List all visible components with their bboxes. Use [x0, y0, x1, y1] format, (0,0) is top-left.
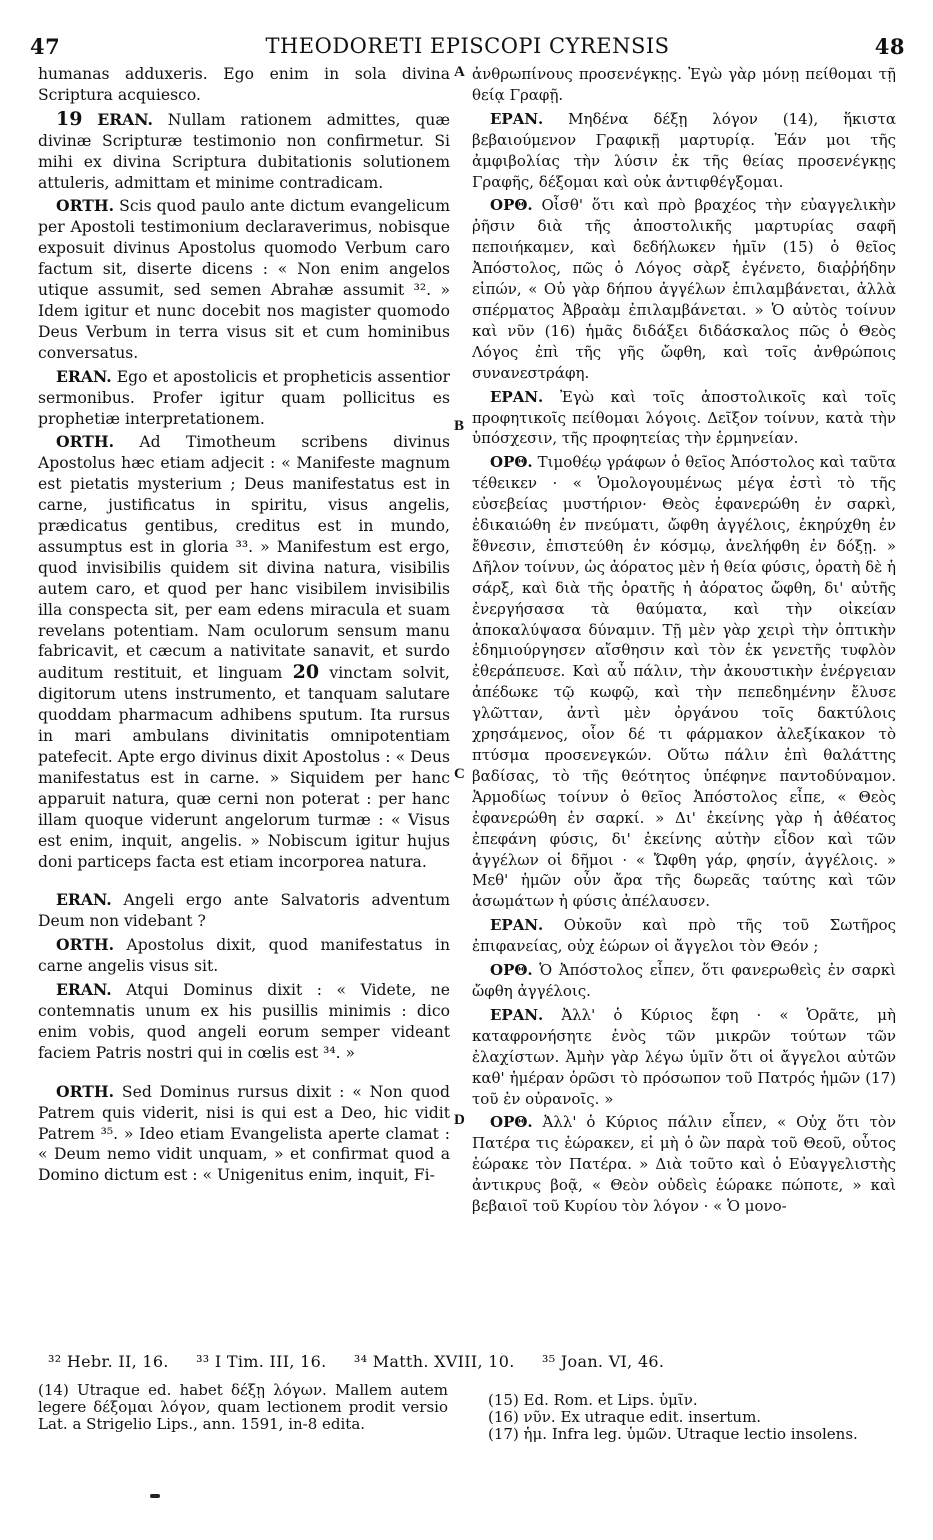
latin-paragraph-5a-text: Ad Timotheum scribens divinus Apostolus hæc etiam adjecit : « Manifeste magnum est pietatis mysterium ; Deus manifestatus est in carne, justificatus in spiritu, visus angelis, prædicatus gentibus, creditus est in mundo, assumptus est in gloria ³³. » Manifestum est ergo, quod invisibilis quidem sit divina natura, visibilis autem caro, et quod per hanc visibilem invisibilis illa conspecta sit, per eam edens miracula et suam revelans potentiam. Nam oculorum sensum manu fabricavit, et cæcum a nativitate sanavit, et surdo auditum restituit, et linguam [38, 433, 450, 683]
section-number-19: 19 [56, 107, 83, 130]
latin-paragraph-6 [38, 890, 450, 932]
margin-marker-b: B [454, 418, 465, 434]
ink-smudge [150, 1494, 160, 1498]
latin-paragraph-6-text: Angeli ergo ante Salvatoris adventum Deum non videbant ? [38, 891, 450, 931]
footnote-14: (14) Utraque ed. habet δέξῃ λόγων. Mallem autem legere δέξομαι λόγον, quam lectionem prodit versio Lat. a Strigelio Lips., ann. 1591, in-8 edita. [38, 1381, 448, 1433]
greek-paragraph-1: ἀνθρωπίνους προσενέγκῃς. Ἐγὼ γὰρ μόνῃ πείθομαι τῇ θείᾳ Γραφῇ. [472, 65, 896, 104]
latin-paragraph-2-text: Nullam rationem admittes, quæ divinæ Scripturæ testimonio non confirmetur. Si mihi ex divina Scriptura dubitationis solutionem attuleris, admittam et minime contradicam. [38, 110, 450, 192]
greek-paragraph-4-text: Ἐγὼ καὶ τοῖς ἀποστολικοῖς καὶ τοῖς προφητικοῖς πείθομαι λόγοις. Δεῖξον τοίνυν, κατὰ τὴν ὑπόσχεσιν, τῆς προφητείας τὴν ἑρμηνείαν. [472, 387, 896, 448]
footnote-15: (15) Ed. Rom. et Lips. ὑμῖν. [488, 1391, 698, 1409]
speaker-label: ΟΡΘ. [490, 196, 533, 215]
latin-paragraph-8 [38, 980, 450, 1064]
margin-marker-a: A [454, 64, 465, 80]
speaker-label: ORTH. [56, 1081, 115, 1101]
page-header [30, 34, 905, 68]
latin-paragraph-1: humanas adduxeris. Ego enim in sola divina Scriptura acquiesco. [38, 65, 450, 104]
latin-paragraph-9-text: Sed Dominus rursus dixit : « Non quod Patrem quis viderit, nisi is qui est a Deo, hic vidit Patrem ³⁵. » Ideo etiam Evangelista aperte clamat : « Deum nemo vidit unquam, » et confirmat quod a Domino dictum est : « Unigenitus enim, inquit, Fi- [38, 1082, 450, 1185]
latin-paragraph-2 [38, 109, 450, 194]
greek-paragraph-5-text: Τιμοθέῳ γράφων ὁ θεῖος Ἀπόστολος καὶ ταῦτα τέθεικεν · « Ὁμολογουμένως μέγα ἐστὶ τὸ τῆς εὐσεβείας μυστήριον· Θεὸς ἐφανερώθη ἐν σαρκὶ, ἐδικαιώθη ἐν πνεύματι, ὤφθη ἀγγέλοις, ἐκηρύχθη ἐν ἔθνεσιν, ἐπιστεύθη ἐν κόσμῳ, ἀνελήφθη ἐν δόξῃ. » Δῆλον τοίνυν, ὡς ἀόρατος μὲν ἡ θεία φύσις, ὁρατὴ δὲ ἡ σάρξ, καὶ διὰ τῆς ὁρατῆς ἡ ἀόρατος ὤφθη, δι' αὐτῆς ἐνεργήσασα τὰ θαύματα, καὶ τὴν οἰκείαν ἀποκαλύψασα δύναμιν. Τῇ μὲν γὰρ χειρὶ τὴν ὀπτικὴν ἐδημιούργησεν αἴσθησιν καὶ τὸν ἐκ γενετῆς τυφλὸν ἐθεράπευσε. Καὶ αὖ πάλιν, τὴν ἀκουστικὴν ἐνέργειαν ἀπέδωκε τῷ κωφῷ, καὶ τὴν πεπεδημένην ἔλυσε γλῶτταν, ἀντὶ μὲν ὀργάνου τοῖς δακτύλοις χρησάμενος, οἷον δέ τι φάρμακον ἀλεξίκακον τὸ πτύσμα προσενεγκών. Οὕτω πάλιν ἐπὶ θαλάττης βαδίσας, τὸ τῆς θεότητος ὑπέφηνε παντοδύναμον. Ἁρμοδίως τοίνυν ὁ θεῖος Ἀπόστολος εἶπε, « Θεὸς ἐφανερώθη ἐν σαρκί. » Δι' ἐκείνης γὰρ ἡ ἀθέατος ἐπεφάνη φύσις, δι' ἐκείνης αὐτὴν εἶδον καὶ τῶν ἀγγέλων οἱ δῆμοι · « Ὤφθη γάρ, φησίν, ἀγγέλοις. » Μεθ' ἡμῶν οὖν ἄρα τῆς δωρεᾶς ταύτης καὶ τῶν ἀσωμάτων ἡ φύσις ἀπέλαυσεν. [472, 453, 896, 911]
footnotes-right [488, 1392, 908, 1443]
latin-paragraph-3 [38, 196, 450, 363]
latin-paragraph-5 [38, 432, 450, 872]
greek-paragraph-3-text: Οἶσθ' ὅτι καὶ πρὸ βραχέος τὴν εὐαγγελικὴν ῥῆσιν διὰ τῆς ἀποστολικῆς μαρτυρίας σαφῆ πεποιήκαμεν, καὶ δεδήλωκεν ἡμῖν (15) ὁ θεῖος Ἀπόστολος, πῶς ὁ Λόγος σὰρξ ἐγένετο, διαῤῥήδην εἰπών, « Οὐ γὰρ δήπου ἀγγέλων ἐπιλαμβάνεται, ἀλλὰ σπέρματος Ἀβραὰμ ἐπιλαμβάνεται. » Ὁ αὐτὸς τοίνυν καὶ νῦν (16) ἡμᾶς διδάξει διδάσκαλος πῶς ὁ Θεὸς Λόγος ἐπὶ τῆς γῆς ὤφθη, καὶ τοῖς ἀνθρώποις συνανεστράφη. [472, 196, 896, 382]
page-number-right: 48 [874, 34, 905, 59]
speaker-label: ΕΡΑΝ. [490, 1005, 544, 1024]
latin-paragraph-8-text: Atqui Dominus dixit : « Videte, ne contemnatis unum ex his pusillis minimis : dico enim vobis, quod angeli eorum semper videant faciem Patris nostri qui in cœlis est ³⁴. » [38, 981, 450, 1062]
reference-32: ³² Hebr. II, 16. [48, 1352, 169, 1371]
speaker-label: ΟΡΘ. [490, 1113, 533, 1132]
latin-paragraph-3-text: Scis quod paulo ante dictum evangelicum per Apostoli testimonium declaraverimus, nobisque exposuit divinus Apostolus quomodo Verbum caro factum sit, diserte dicens : « Non enim angelos utique assumit, sed semen Abrahæ assumit ³². » Idem igitur et nunc docebit nos magister quomodo Deus Verbum in terra visus sit et cum hominibus conversatus. [38, 197, 450, 362]
greek-paragraph-2 [472, 109, 896, 193]
greek-paragraph-7-text: Ὁ Ἀπόστολος εἶπεν, ὅτι φανερωθεὶς ἐν σαρκὶ ὤφθη ἀγγέλοις. [472, 961, 896, 1000]
latin-paragraph-5b-text: vinctam solvit, digitorum utens instrumento, et tanquam salutare quoddam pharmacum adhibens sputum. Ita rursus in mari ambulans divinitatis omnipotentiam patefecit. Apte ergo divinus dixit Apostolus : « Deus manifestatus est in carne. » Siquidem per hanc apparuit natura, quæ cerni non poterat : per hanc illam quoque viderunt angelorum turmæ : « Visus est enim, inquit, angelis. » Nobiscum igitur hujus doni particeps facta est etiam incorporea natura. [38, 664, 450, 871]
speaker-label: ORTH. [56, 935, 115, 955]
reference-33: ³³ I Tim. III, 16. [196, 1352, 327, 1371]
page-number-left: 47 [30, 34, 61, 59]
speaker-label: ORTH. [56, 432, 115, 452]
speaker-label: ΕΡΑΝ. [490, 387, 544, 406]
footnote-16: (16) νῦν. Ex utraque edit. insertum. [488, 1408, 762, 1426]
margin-marker-d: D [454, 1112, 465, 1128]
speaker-label: ΟΡΘ. [490, 453, 533, 472]
speaker-label: ERAN. [97, 109, 153, 129]
footnote-17: (17) ἡμ. Infra leg. ὑμῶν. Utraque lectio insolens. [488, 1425, 858, 1443]
speaker-label: ORTH. [56, 196, 115, 216]
latin-paragraph-7-text: Apostolus dixit, quod manifestatus in carne angelis visus sit. [38, 936, 450, 976]
greek-paragraph-6 [472, 915, 896, 957]
reference-34: ³⁴ Matth. XVIII, 10. [353, 1352, 515, 1371]
greek-paragraph-8 [472, 1005, 896, 1110]
greek-paragraph-3 [472, 195, 896, 383]
latin-column [38, 64, 450, 1189]
speaker-label: ΕΡΑΝ. [490, 916, 544, 935]
speaker-label: ΕΡΑΝ. [490, 109, 544, 128]
speaker-label: ERAN. [56, 890, 112, 910]
greek-paragraph-8-text: Ἀλλ' ὁ Κύριος ἔφη · « Ὁρᾶτε, μὴ καταφρονήσητε ἑνὸς τῶν μικρῶν τούτων τῶν ἐλαχίστων. Ἀμὴν γὰρ λέγω ὑμῖν ὅτι οἱ ἄγγελοι αὐτῶν καθ' ἡμέραν ὁρῶσι τὸ πρόσωπον τοῦ Πατρός ἡμῶν (17) τοῦ ἐν οὐρανοῖς. » [472, 1005, 896, 1108]
greek-paragraph-6-text: Οὐκοῦν καὶ πρὸ τῆς τοῦ Σωτῆρος ἐπιφανείας, οὐχ ἑώρων οἱ ἄγγελοι τὸν Θεόν ; [472, 916, 896, 956]
section-number-20: 20 [292, 661, 320, 684]
greek-column [472, 64, 896, 1220]
latin-paragraph-9 [38, 1082, 450, 1187]
scripture-references [48, 1352, 908, 1371]
greek-paragraph-5 [472, 452, 896, 912]
greek-paragraph-7 [472, 960, 896, 1002]
margin-marker-c: C [454, 766, 465, 782]
speaker-label: ERAN. [56, 366, 112, 386]
latin-paragraph-4-text: Ego et apostolicis et propheticis assentior sermonibus. Profer igitur quam pollicitus es prophetiæ interpretationem. [38, 367, 450, 428]
running-title: THEODORETI EPISCOPI CYRENSIS [265, 34, 670, 58]
greek-paragraph-9-text: Ἀλλ' ὁ Κύριος πάλιν εἶπεν, « Οὐχ ὅτι τὸν Πατέρα τις ἑώρακεν, εἰ μὴ ὁ ὢν παρὰ τοῦ Θεοῦ, οὗτος ἑώρακε τὸν Πατέρα. » Διὰ τοῦτο καὶ ὁ Εὐαγγελιστὴς ἀντικρυς βοᾷ, « Θεὸν οὐδεὶς ἑώρακε πώποτε, » καὶ βεβαιοῖ τοῦ Κυρίου τὸν λόγον · « Ὁ μονο- [472, 1113, 896, 1216]
reference-35: ³⁵ Joan. VI, 46. [542, 1352, 665, 1371]
speaker-label: ERAN. [56, 980, 112, 1000]
latin-paragraph-4 [38, 367, 450, 430]
speaker-label: ΟΡΘ. [490, 961, 533, 980]
greek-paragraph-9 [472, 1112, 896, 1217]
latin-paragraph-7 [38, 935, 450, 977]
greek-paragraph-2-text: Μηδένα δέξῃ λόγον (14), ἥκιστα βεβαιούμενον Γραφικῇ μαρτυρίᾳ. Ἐάν μοι τῆς ἀμφιβολίας τὴν λύσιν ἐκ τῆς θείας προσενέγκῃς Γραφῆς, δέξομαι καὶ οὐκ ἀντιφθέγξομαι. [472, 109, 896, 191]
greek-paragraph-4 [472, 387, 896, 450]
